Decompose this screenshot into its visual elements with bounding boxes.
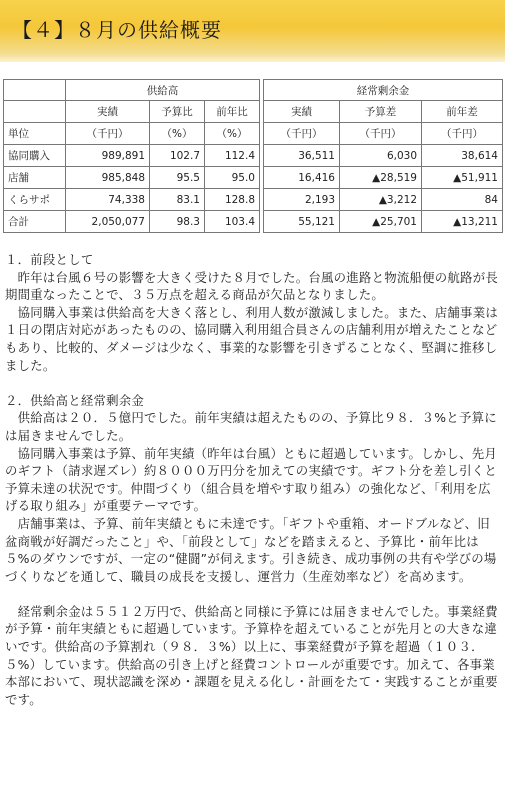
table-cell: 985,848 [66, 167, 150, 189]
section-heading: １．前段として [5, 252, 94, 267]
table-cell: 2,193 [264, 189, 340, 211]
table-cell: 2,050,077 [66, 211, 150, 233]
table-cell: ▲51,911 [422, 167, 503, 189]
table-cell: 83.1 [150, 189, 205, 211]
table-cell: ▲13,211 [422, 211, 503, 233]
page-title: 【４】８月の供給概要 [12, 18, 222, 42]
unit-cell: （千円） [66, 123, 150, 145]
table-cell: 95.5 [150, 167, 205, 189]
paragraph: 協同購入事業は供給高を大きく落とし、利用人数が激減しました。また、店舗事業は１日の閉店対応があったものの、協同購入利用組合員さんの店舗利用が増えたことなどもあり、比較的、ダメージは少なく、事業的な影響を引きずることなく、堅調に推移しました。 [5, 304, 498, 373]
table-row [4, 167, 503, 189]
table-cell: 16,416 [264, 167, 340, 189]
corner-cell [4, 80, 66, 101]
unit-label: 単位 [4, 123, 66, 145]
table-cell: 6,030 [340, 145, 422, 167]
group-header-supply: 供給高 [66, 80, 260, 101]
table-cell: 112.4 [205, 145, 260, 167]
row-label: 合計 [4, 211, 66, 233]
table-cell: ▲25,701 [340, 211, 422, 233]
report-body [5, 251, 499, 708]
table-cell: 84 [422, 189, 503, 211]
group-header-surplus: 経常剰余金 [264, 80, 503, 101]
table-cell: 36,511 [264, 145, 340, 167]
paragraph: 店舗事業は、予算、前年実績ともに未達です。「ギフトや重箱、オードブルなど、旧盆商戦が好調だったこと」や、「前段として」などを踏まえると、予算比・前年比は５%のダウンですが、一定の“健闘”が伺えます。引き続き、成功事例の共有や学びの場づくりなどを通して、職員の成長を支援し、運営力（生産効率など）を高めます。 [5, 515, 497, 584]
paragraph: 経常剰余金は５５１２万円で、供給高と同様に予算には届きませんでした。事業経費が予算・前年実績ともに超過しています。予算枠を超えていることが先月との大きな違いです。供給高の予算割れ（９８．３%）以上に、事業経費が予算を超過（１０３．５%）しています。供給高の引き上げと経費コントロールが重要です。加えて、各事業本部において、現状認識を深め・課題を見える化し・計画をたて・実践することが重要です。 [5, 603, 498, 707]
unit-cell: （%） [150, 123, 205, 145]
blank-line [5, 374, 499, 392]
group-header-row [4, 80, 503, 101]
unit-cell: （千円） [340, 123, 422, 145]
supply-summary-table [3, 79, 503, 233]
unit-cell: （千円） [422, 123, 503, 145]
table-cell: ▲3,212 [340, 189, 422, 211]
col-header: 実績 [66, 101, 150, 123]
unit-cell: （千円） [264, 123, 340, 145]
table-cell: 55,121 [264, 211, 340, 233]
row-label: くらサポ [4, 189, 66, 211]
sub-header-row [4, 101, 503, 123]
unit-row [4, 123, 503, 145]
col-header: 予算差 [340, 101, 422, 123]
table-row [4, 145, 503, 167]
col-header: 実績 [264, 101, 340, 123]
table-cell: 102.7 [150, 145, 205, 167]
paragraph: 昨年は台風６号の影響を大きく受けた８月でした。台風の進路と物流船便の航路が長期間重なったことで、３５万点を超える商品が欠品となりました。 [5, 269, 498, 303]
row-label: 店舗 [4, 167, 66, 189]
blank-line [5, 585, 499, 603]
paragraph: 協同購入事業は予算、前年実績（昨年は台風）ともに超過しています。しかし、先月のギフト（請求遅ズレ）約８０００万円分を加えての実績です。ギフト分を差し引くと予算未達の状況です。仲間づくり（組合員を増やす取り組み）の強化など、「利用を広げる取り組み」が重要テーマです。 [5, 445, 497, 514]
paragraph: 供給高は２０．５億円でした。前年実績は超えたものの、予算比９８．３%と予算には届きませんでした。 [5, 410, 497, 443]
title-banner [0, 0, 505, 62]
table-row [4, 189, 503, 211]
table-cell: 98.3 [150, 211, 205, 233]
table-cell: 38,614 [422, 145, 503, 167]
unit-cell: （%） [205, 123, 260, 145]
table-cell: 989,891 [66, 145, 150, 167]
table-cell: ▲28,519 [340, 167, 422, 189]
col-header: 前年比 [205, 101, 260, 123]
total-row [4, 211, 503, 233]
col-header: 予算比 [150, 101, 205, 123]
table-cell: 103.4 [205, 211, 260, 233]
table-cell: 95.0 [205, 167, 260, 189]
supply-table-container [3, 79, 502, 233]
row-label: 協同購入 [4, 145, 66, 167]
table-cell: 74,338 [66, 189, 150, 211]
section-heading: ２．供給高と経常剰余金 [5, 392, 145, 408]
col-header: 前年差 [422, 101, 503, 123]
table-cell: 128.8 [205, 189, 260, 211]
